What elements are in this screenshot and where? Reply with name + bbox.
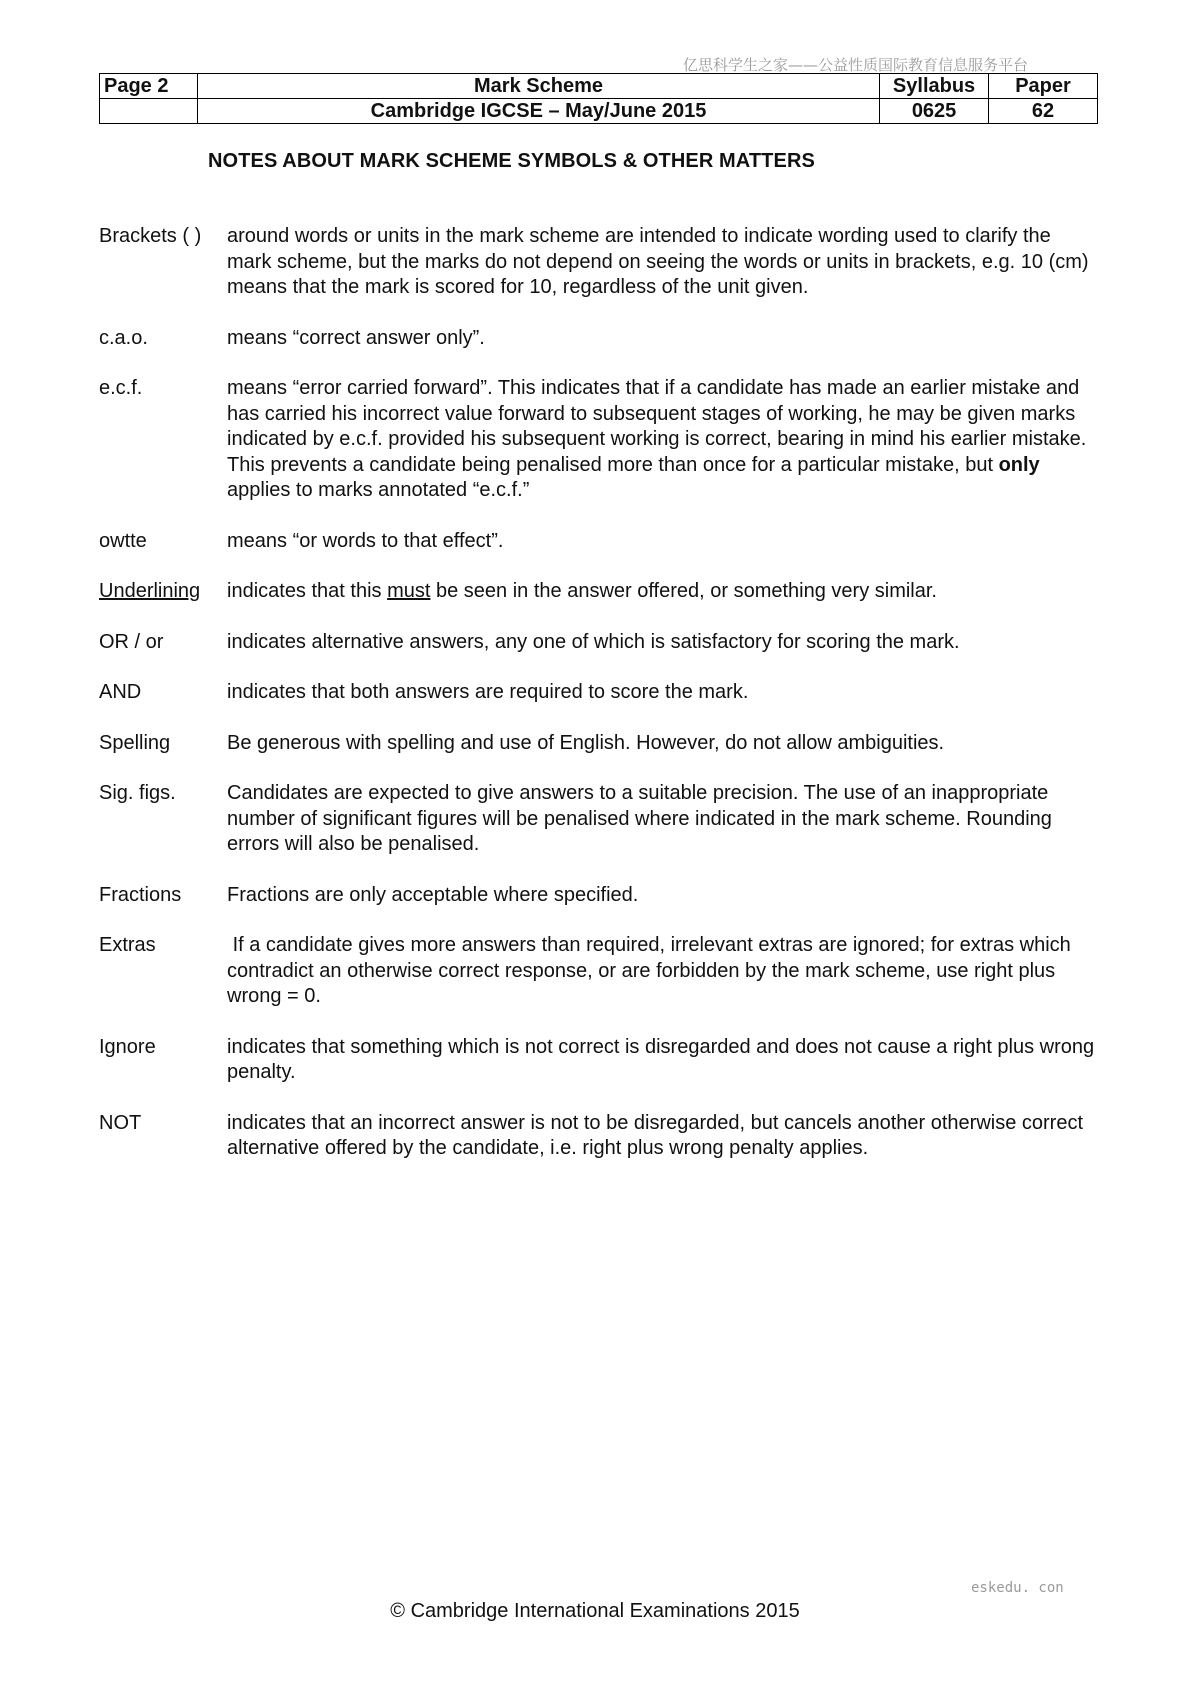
note-desc: means “or words to that effect”.	[227, 529, 504, 552]
note-desc: Fractions are only acceptable where specified.	[227, 883, 639, 906]
paper-code: 62	[989, 99, 1098, 124]
notes-list	[99, 224, 1099, 1187]
note-sig-figs	[99, 781, 1099, 858]
note-desc: If a candidate gives more answers than required, irrelevant extras are ignored; for extras which contradict an otherwise correct response, or are forbidden by the mark scheme, use right plus wrong = 0.	[227, 934, 1077, 1007]
empty-cell	[100, 99, 198, 124]
note-desc-underlined: must	[387, 580, 431, 602]
note-desc: means “correct answer only”.	[227, 326, 485, 349]
note-term: NOT	[99, 1111, 142, 1134]
note-term: Brackets ( )	[99, 225, 202, 247]
doc-title: Mark Scheme	[197, 74, 879, 99]
note-spelling	[99, 731, 1099, 757]
note-desc-part: indicates that this	[227, 580, 388, 602]
note-desc: around words or units in the mark scheme are intended to indicate wording used to clarify the mark scheme, but the marks do not depend on seeing the words or units in brackets, e.g. 10 (cm) means that the mark is scored for 10, regardless of the unit given.	[227, 225, 1089, 298]
note-desc-part: be seen in the answer offered, or something very similar.	[430, 580, 937, 602]
note-fractions	[99, 883, 1099, 909]
note-term-underlined: Underlining	[99, 580, 201, 602]
note-desc: indicates that something which is not correct is disregarded and does not cause a right plus wrong penalty.	[227, 1035, 1095, 1083]
note-or	[99, 630, 1099, 656]
note-ignore	[99, 1035, 1099, 1086]
note-desc: indicates alternative answers, any one of which is satisfactory for scoring the mark.	[227, 630, 960, 653]
header-table	[99, 73, 1098, 124]
note-desc	[227, 579, 1099, 605]
footer-copyright: © Cambridge International Examinations 2015	[390, 1600, 800, 1622]
note-term: owtte	[99, 529, 147, 552]
page-label: Page 2	[100, 74, 198, 99]
note-term: AND	[99, 681, 142, 703]
section-title: NOTES ABOUT MARK SCHEME SYMBOLS & OTHER MATTERS	[208, 150, 815, 172]
note-term: Ignore	[99, 1035, 156, 1058]
note-ecf	[99, 376, 1099, 504]
paper-label: Paper	[989, 74, 1098, 99]
note-desc: indicates that an incorrect answer is not to be disregarded, but cancels another otherwise correct alternative offered by the candidate, i.e. right plus wrong penalty applies.	[227, 1111, 1084, 1159]
note-desc: Candidates are expected to give answers to a suitable precision. The use of an inappropriate number of significant figures will be penalised where indicated in the mark scheme. Rounding errors will also be penalised.	[227, 782, 1052, 855]
note-underlining	[99, 579, 1099, 605]
note-and	[99, 680, 1099, 706]
note-brackets	[99, 224, 1099, 301]
syllabus-label: Syllabus	[880, 74, 989, 99]
note-term: OR / or	[99, 630, 164, 653]
watermark-bottom: eskedu. con	[971, 1580, 1064, 1596]
note-desc-part: applies to marks annotated “e.c.f.”	[227, 479, 530, 501]
note-term: Sig. figs.	[99, 782, 176, 804]
note-term: Spelling	[99, 731, 171, 754]
note-desc: Be generous with spelling and use of English. However, do not allow ambiguities.	[227, 731, 945, 754]
note-not	[99, 1111, 1099, 1162]
note-desc: indicates that both answers are required to score the mark.	[227, 681, 749, 703]
note-desc-part: means “error carried forward”. This indicates that if a candidate has made an earlier mistake and has carried his incorrect value forward to subsequent stages of working, he may be given marks indicated by e.c.f. provided his subsequent working is correct, bearing in mind his earlier mistake. This prevents a candidate being penalised more than once for a particular mistake, but	[227, 377, 1087, 476]
note-term: Fractions	[99, 883, 182, 906]
note-cao	[99, 326, 1099, 352]
note-term: e.c.f.	[99, 377, 143, 399]
note-term: c.a.o.	[99, 326, 148, 349]
note-term	[99, 579, 227, 605]
note-term: Extras	[99, 934, 156, 956]
note-desc	[227, 376, 1099, 504]
note-owtte	[99, 529, 1099, 555]
note-extras	[99, 933, 1099, 1010]
exam-name: Cambridge IGCSE – May/June 2015	[197, 99, 879, 124]
watermark-top: 亿思科学生之家——公益性质国际教育信息服务平台	[683, 56, 1029, 74]
syllabus-code: 0625	[880, 99, 989, 124]
note-desc-bold: only	[998, 453, 1040, 476]
